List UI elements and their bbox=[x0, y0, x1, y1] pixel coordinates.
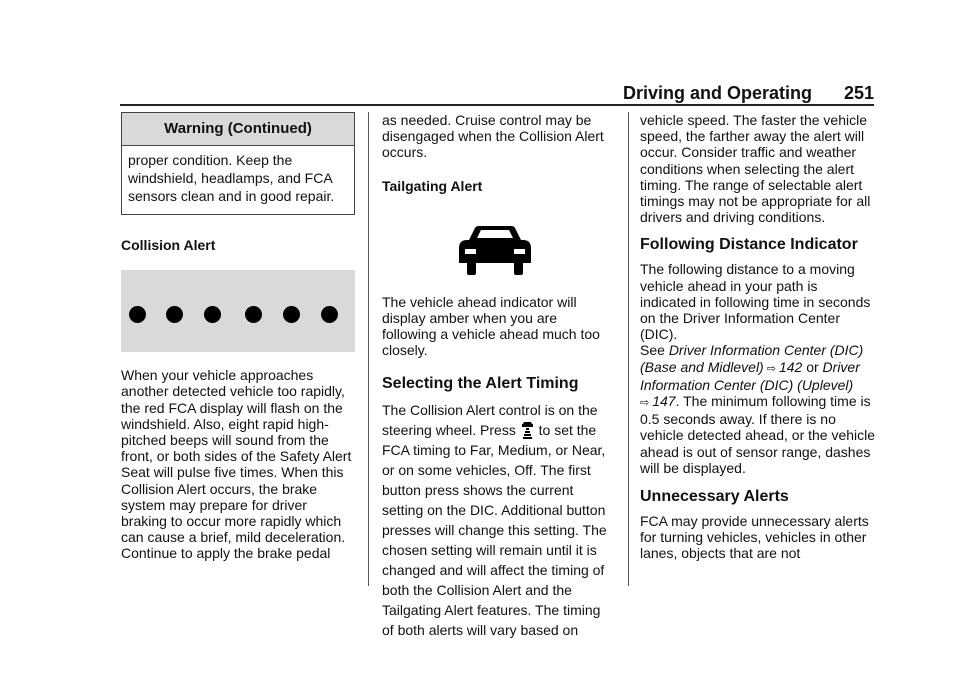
column-divider bbox=[368, 112, 369, 586]
tailgating-alert-heading: Tailgating Alert bbox=[382, 177, 483, 194]
page-ref-arrow-icon: ⇨ bbox=[766, 362, 776, 375]
unnecessary-alerts-text: FCA may provide unnecessary alerts for turning vehicles, vehicles in other lanes, objects that are not bbox=[640, 513, 869, 562]
page-ref-142[interactable]: 142 bbox=[778, 358, 803, 375]
or-text: or bbox=[806, 358, 819, 375]
alert-timing-text bbox=[382, 400, 614, 640]
alert-timing-text-b: to set the FCA timing to Far, Medium, or Near, or on some vehicles, Off. The first button press shows the current setting on the DIC. Additional button presses will change this setting. The chosen setting will remain until it is changed and will affect the timing of both the Collision Alert and the Tailgating Alert features. The timing of both alerts will vary based on bbox=[382, 421, 607, 638]
red-light-icon bbox=[129, 306, 146, 323]
following-distance-text bbox=[640, 261, 876, 476]
column-divider bbox=[628, 112, 629, 586]
vehicle-ahead-icon bbox=[382, 194, 614, 278]
red-light-icon bbox=[204, 306, 221, 323]
dic-base-link[interactable]: Driver Information Center (DIC) (Base and Midlevel) bbox=[640, 342, 864, 375]
paragraph: as needed. Cruise control may be disengaged when the Collision Alert occurs. bbox=[382, 112, 604, 161]
red-light-icon bbox=[321, 306, 338, 323]
unnecessary-alerts-heading: Unnecessary Alerts bbox=[640, 488, 789, 506]
vehicle-ahead-indicator bbox=[382, 194, 614, 278]
following-distance-text-b: . The minimum following time is 0.5 seconds away. If there is no vehicle detected ahead, or the vehicle ahead is out of sensor range, dashes will be displayed. bbox=[640, 393, 876, 476]
warning-box bbox=[121, 112, 355, 215]
collision-alert-display-illustration bbox=[121, 270, 355, 352]
warning-title: Warning (Continued) bbox=[122, 113, 354, 146]
page-ref-147[interactable]: 147 bbox=[652, 393, 676, 410]
column-1 bbox=[121, 112, 355, 562]
column-2 bbox=[382, 112, 614, 640]
red-light-icon bbox=[283, 306, 300, 323]
section-title: Driving and Operating bbox=[622, 83, 812, 103]
dic-uplevel-link[interactable]: Driver Information Center (DIC) (Uplevel) bbox=[640, 358, 860, 393]
red-light-icon bbox=[166, 306, 183, 323]
following-distance-text-a: The following distance to a moving vehicle ahead in your path is indicated in following time in seconds on the Driver Information Center (DIC). bbox=[640, 261, 871, 343]
following-distance-heading: Following Distance Indicator bbox=[640, 236, 858, 254]
paragraph: vehicle speed. The faster the vehicle speed, the farther away the alert will occur. Consider traffic and weather conditions when selecting the alert timing. The range of selectable alert timings may not be appropriate for all drivers and driving conditions. bbox=[640, 112, 871, 226]
red-light-icon bbox=[245, 306, 262, 323]
page-header bbox=[120, 80, 874, 106]
column-3 bbox=[640, 112, 876, 562]
tailgating-alert-text: The vehicle ahead indicator will display amber when you are following a vehicle ahead much too closely. bbox=[382, 293, 600, 359]
alert-timing-text-a: The Collision Alert control is on the steering wheel. Press bbox=[382, 401, 598, 438]
page-number: 251 bbox=[843, 83, 874, 103]
collision-alert-heading: Collision Alert bbox=[121, 237, 216, 253]
page-ref-arrow-icon: ⇨ bbox=[640, 397, 650, 410]
alert-timing-heading: Selecting the Alert Timing bbox=[382, 374, 579, 392]
warning-text: proper condition. Keep the windshield, headlamps, and FCA sensors clean and in good repair. bbox=[128, 152, 335, 204]
see-text: See bbox=[640, 342, 665, 359]
collision-alert-button-icon bbox=[520, 421, 535, 439]
collision-alert-text: When your vehicle approaches another detected vehicle too rapidly, the red FCA display will flash on the windshield. Also, eight rapid high-pitched beeps will sound from the front, or both sides of the Safety Alert Seat will pulse five times. When this Collision Alert occurs, the brake system may prepare for driver braking to occur more rapidly which can cause a brief, mild deceleration. Continue to apply the brake pedal bbox=[121, 367, 352, 562]
